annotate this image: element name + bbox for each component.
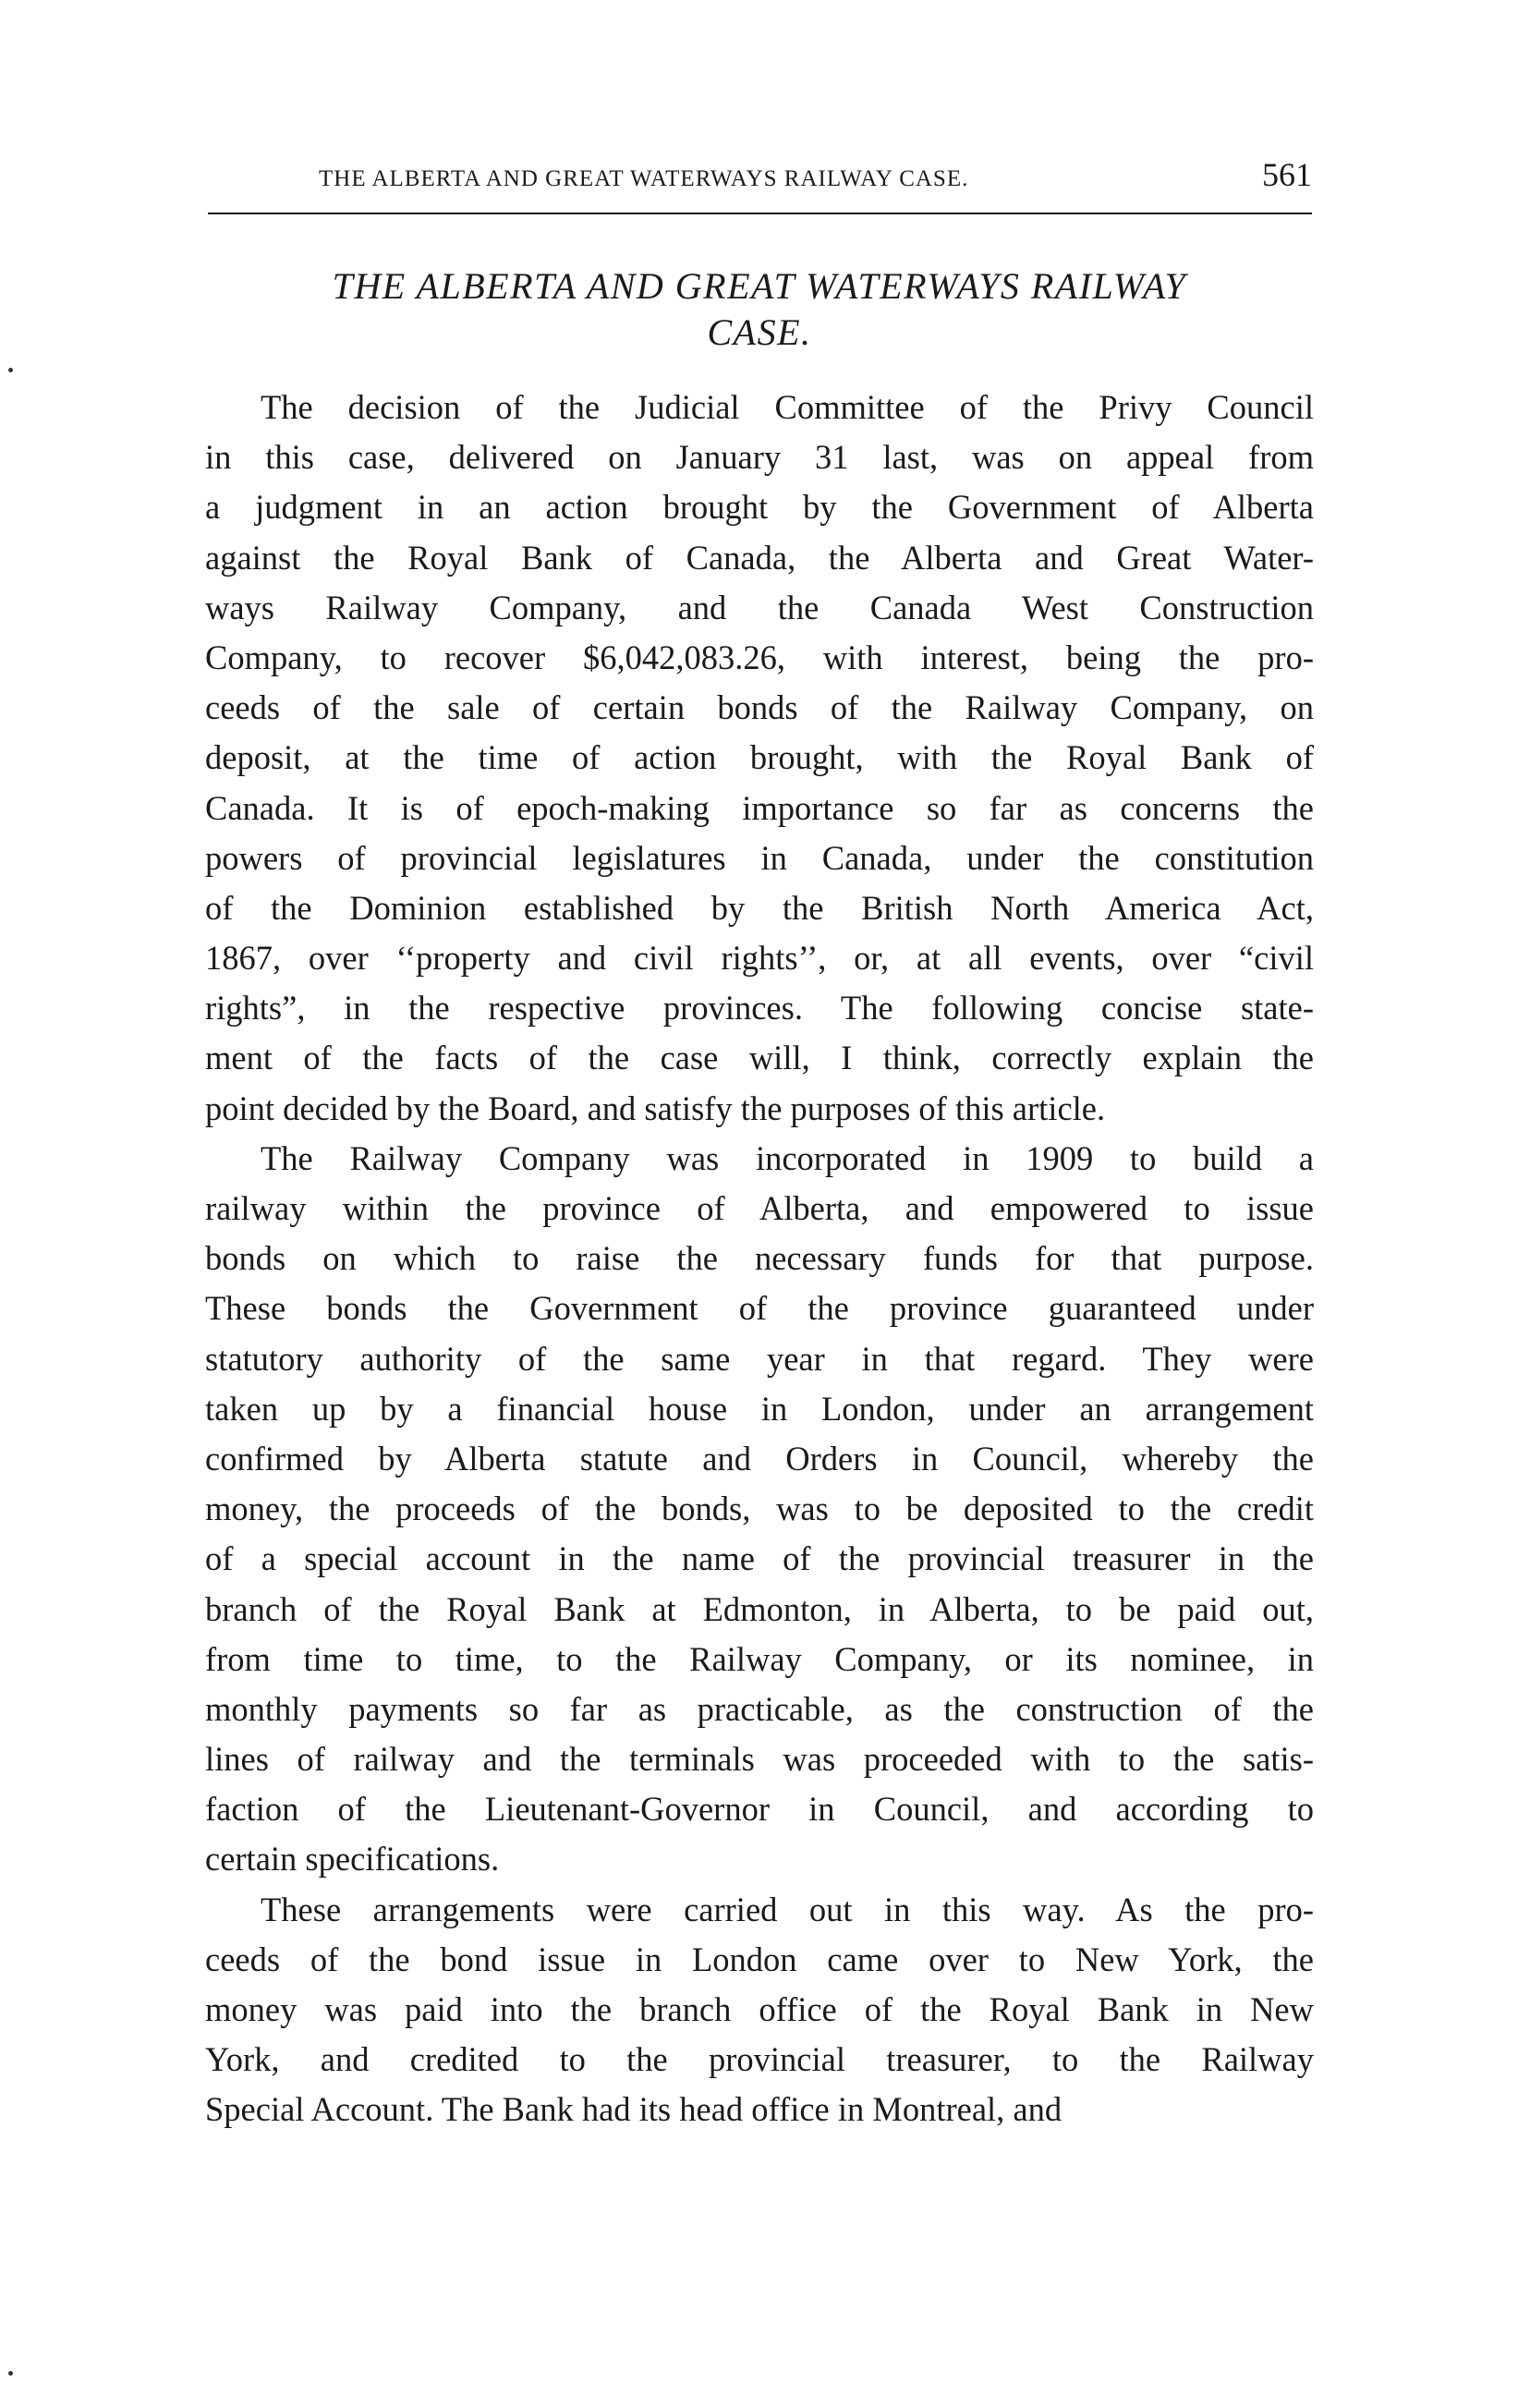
- text-line: of a special account in the name of the provincial treasurer in the: [205, 1539, 1314, 1578]
- article-title: [205, 263, 1314, 356]
- text-line: certain specifications.: [205, 1840, 500, 1879]
- paragraph: [205, 1134, 1314, 1885]
- running-head-title: THE ALBERTA AND GREAT WATERWAYS RAILWAY CASE.: [319, 166, 969, 191]
- text-line: These arrangements were carried out in this way. As the pro-: [261, 1890, 1314, 1928]
- text-line: rights”, in the respective provinces. The following concise state-: [205, 989, 1314, 1028]
- text-line: monthly payments so far as practicable, as the construction of the: [205, 1689, 1314, 1728]
- text-line: from time to time, to the Railway Company, or its nominee, in: [205, 1639, 1314, 1678]
- text-line: money was paid into the branch office of the Royal Bank in New: [205, 1990, 1314, 2028]
- article-title-line: THE ALBERTA AND GREAT WATERWAYS RAILWAY: [332, 265, 1187, 307]
- text-line: confirmed by Alberta statute and Orders in Council, whereby the: [205, 1439, 1314, 1478]
- text-line: against the Royal Bank of Canada, the Alberta and Great Water-: [205, 538, 1314, 577]
- text-line: bonds on which to raise the necessary funds for that purpose.: [205, 1239, 1314, 1278]
- article-title-line: CASE.: [707, 311, 812, 353]
- text-line: taken up by a financial house in London, under an arrangement: [205, 1389, 1314, 1428]
- text-line: 1867, over ‘‘property and civil rights’’, or, at all events, over “civil: [205, 939, 1314, 978]
- text-line: railway within the province of Alberta, and empowered to issue: [205, 1189, 1314, 1227]
- text-line: The decision of the Judicial Committee of the Privy Council: [261, 388, 1314, 426]
- text-line: Canada. It is of epoch-making importance so far as concerns the: [205, 788, 1314, 827]
- text-line: point decided by the Board, and satisfy the purposes of this article.: [205, 1088, 1106, 1127]
- scan-speck: [8, 368, 13, 372]
- text-line: The Railway Company was incorporated in 1909 to build a: [261, 1138, 1314, 1177]
- paragraph: [205, 1885, 1314, 2135]
- text-line: ways Railway Company, and the Canada West Construction: [205, 588, 1314, 626]
- text-line: a judgment in an action brought by the Government of Alberta: [205, 488, 1314, 527]
- text-line: York, and credited to the provincial treasurer, to the Railway: [205, 2040, 1314, 2079]
- scan-speck: [8, 2371, 13, 2376]
- text-line: Company, to recover $6,042,083.26, with interest, being the pro-: [205, 638, 1314, 676]
- text-line: ceeds of the bond issue in London came over to New York, the: [205, 1940, 1314, 1978]
- text-line: money, the proceeds of the bonds, was to be deposited to the credit: [205, 1490, 1314, 1528]
- text-line: deposit, at the time of action brought, with the Royal Bank of: [205, 738, 1314, 777]
- text-line: ment of the facts of the case will, I think, correctly explain the: [205, 1039, 1314, 1077]
- text-line: faction of the Lieutenant-Governor in Council, and according to: [205, 1790, 1314, 1829]
- page-number: 561: [1262, 156, 1312, 193]
- text-line: branch of the Royal Bank at Edmonton, in Alberta, to be paid out,: [205, 1589, 1314, 1628]
- text-line: These bonds the Government of the province guaranteed under: [205, 1289, 1314, 1328]
- running-head: [208, 148, 1312, 203]
- paragraph: [205, 383, 1314, 1134]
- text-line: Special Account. The Bank had its head office in Montreal, and: [205, 2090, 1062, 2129]
- article-body: [205, 383, 1314, 2135]
- text-line: statutory authority of the same year in that regard. They were: [205, 1339, 1314, 1378]
- text-line: of the Dominion established by the British North America Act,: [205, 888, 1314, 927]
- text-line: in this case, delivered on January 31 last, was on appeal from: [205, 438, 1314, 477]
- header-rule: [208, 213, 1312, 214]
- text-line: powers of provincial legislatures in Canada, under the constitution: [205, 838, 1314, 877]
- text-line: lines of railway and the terminals was proceeded with to the satis-: [205, 1740, 1314, 1779]
- text-line: ceeds of the sale of certain bonds of the Railway Company, on: [205, 688, 1314, 727]
